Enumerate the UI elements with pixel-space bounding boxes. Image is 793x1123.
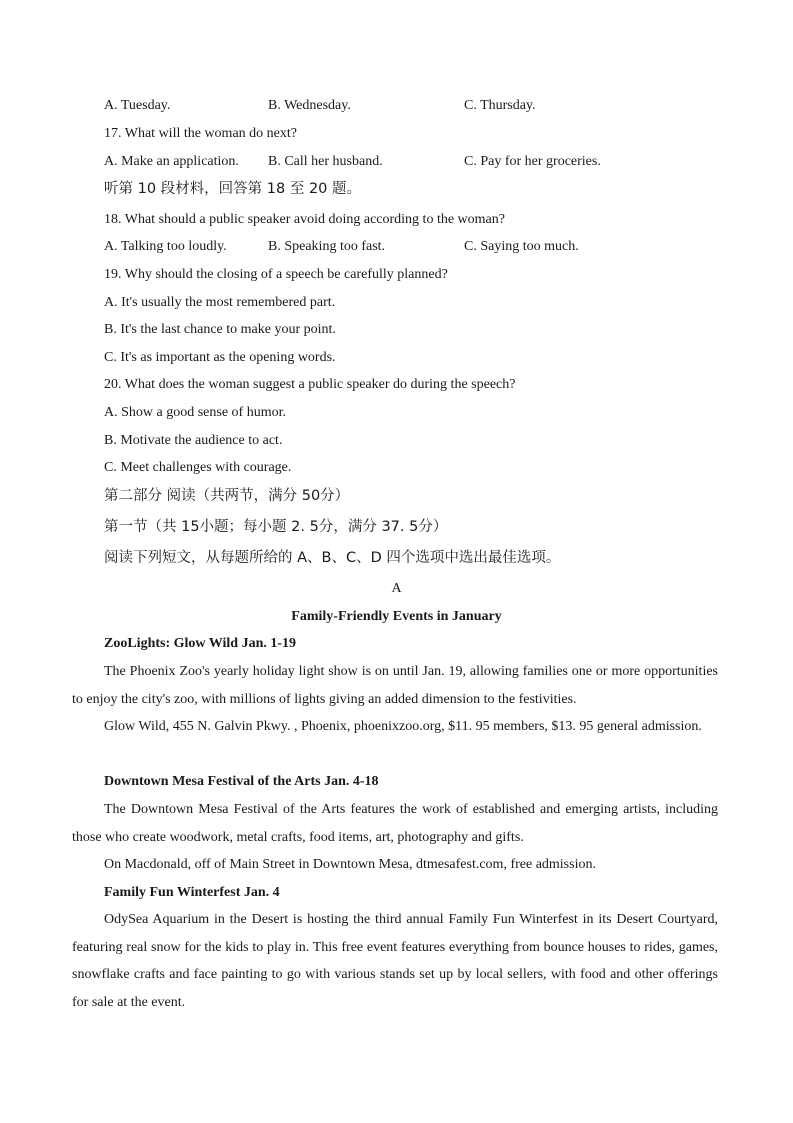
q18-option-c: C. Saying too much. — [464, 239, 579, 254]
q16-option-b: B. Wednesday. — [268, 98, 351, 113]
q19-question: 19. Why should the closing of a speech be carefully planned? — [104, 267, 448, 282]
q19-option-c: C. It's as important as the opening words. — [104, 350, 336, 365]
q18-options — [104, 238, 724, 256]
passage-title: Family-Friendly Events in January — [291, 609, 502, 624]
q17-option-b: B. Call her husband. — [268, 154, 383, 169]
event-heading-zoolights: ZooLights: Glow Wild Jan. 1-19 — [104, 636, 297, 651]
reading-instructions: 阅读下列短文，从每题所给的 A、B、C、D 四个选项中选出最佳选项。 — [104, 550, 561, 566]
q19-option-a: A. It's usually the most remembered part. — [104, 295, 336, 310]
event-details-text: On Macdonald, off of Main Street in Downtown Mesa, dtmesafest.com, free admission. — [104, 857, 596, 872]
event-description-text: The Downtown Mesa Festival of the Arts features the work of established and emerging artists, including those who create woodwork, metal crafts, food items, art, photography and gifts. — [72, 802, 718, 845]
q18-option-b: B. Speaking too fast. — [268, 239, 386, 254]
q17-options — [104, 153, 724, 171]
q17-question: 17. What will the woman do next? — [104, 126, 297, 141]
part2-heading: 第二部分 阅读（共两节，满分 50分） — [104, 488, 350, 504]
q19-option-b: B. It's the last chance to make your point. — [104, 322, 336, 337]
event-heading-winterfest: Family Fun Winterfest Jan. 4 — [104, 885, 280, 900]
q20-option-a: A. Show a good sense of humor. — [104, 405, 286, 420]
q16-options — [104, 97, 724, 115]
event-description-mesa-festival — [72, 796, 718, 851]
event-description-text: OdySea Aquarium in the Desert is hosting the third annual Family Fun Winterfest in its Desert Courtyard, featuring real snow for the kids to play in. This free event features everything from bounce houses to rides, games, snowflake crafts and face painting to go with various stands set up by local sellers, with food and other offerings for sale at the event. — [72, 912, 718, 1010]
event-details-zoolights — [72, 713, 718, 741]
event-heading-mesa-festival: Downtown Mesa Festival of the Arts Jan. 4-18 — [104, 774, 379, 789]
event-description-zoolights — [72, 658, 718, 713]
q20-option-b: B. Motivate the audience to act. — [104, 433, 283, 448]
q18-question: 18. What should a public speaker avoid doing according to the woman? — [104, 212, 505, 227]
q17-option-c: C. Pay for her groceries. — [464, 154, 601, 169]
q16-option-c: C. Thursday. — [464, 98, 536, 113]
event-details-mesa-festival — [72, 851, 718, 879]
q18-option-a: A. Talking too loudly. — [104, 239, 227, 254]
q17-option-a: A. Make an application. — [104, 154, 239, 169]
event-description-winterfest — [72, 906, 718, 1016]
section10-heading: 听第 10 段材料，回答第 18 至 20 题。 — [104, 181, 362, 197]
q20-question: 20. What does the woman suggest a public speaker do during the speech? — [104, 377, 516, 392]
q16-option-a: A. Tuesday. — [104, 98, 171, 113]
event-description-text: The Phoenix Zoo's yearly holiday light show is on until Jan. 19, allowing families one or more opportunities to enjoy the city's zoo, with millions of lights giving an added dimension to the festivities. — [72, 664, 718, 707]
passage-label: A — [391, 581, 402, 596]
q20-option-c: C. Meet challenges with courage. — [104, 460, 292, 475]
section1-heading: 第一节（共 15小题；每小题 2. 5分，满分 37. 5分） — [104, 519, 448, 535]
event-details-text: Glow Wild, 455 N. Galvin Pkwy. , Phoenix, phoenixzoo.org, $11. 95 members, $13. 95 general admission. — [104, 719, 702, 734]
